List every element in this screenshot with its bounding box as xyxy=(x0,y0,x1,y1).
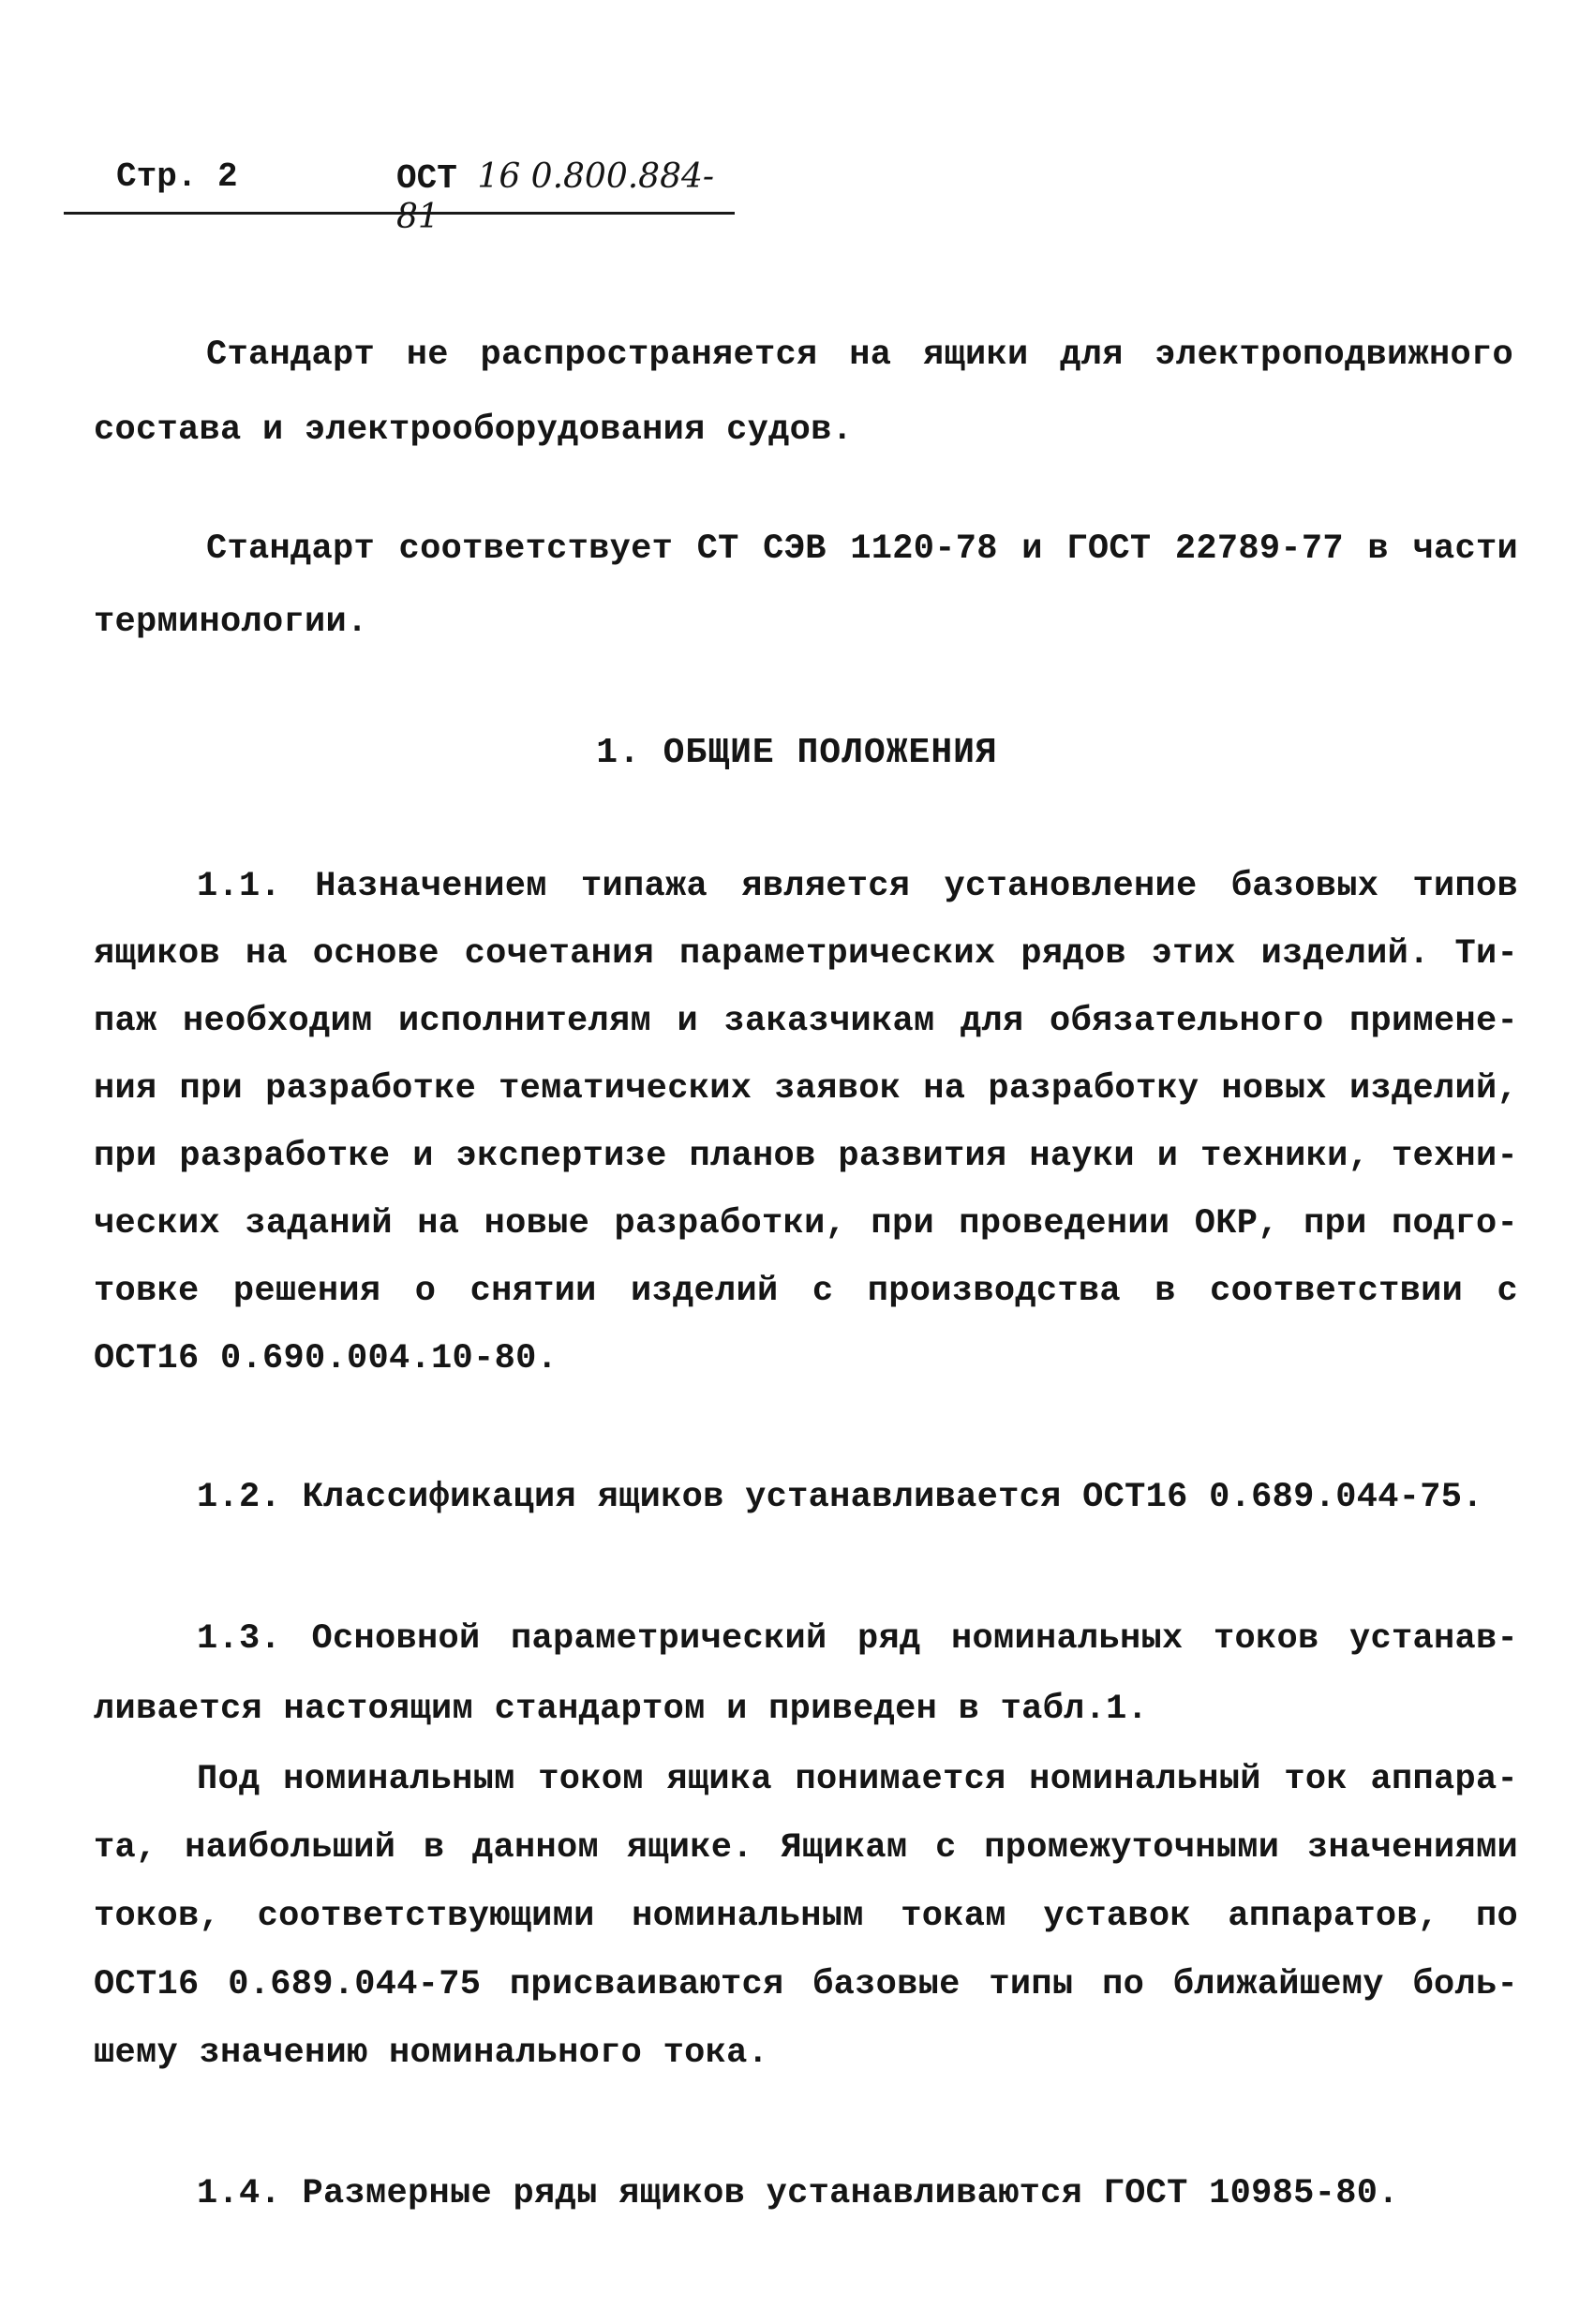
p1-4-line: 1.4. Размерные ряды ящиков устанавливаются ГОСТ 10985-80. xyxy=(197,2174,1399,2213)
p1-3-note-line: шему значению номинального тока. xyxy=(94,2034,769,2073)
p1-1-line: 1.1. Назначением типажа является установление базовых типов xyxy=(197,867,1518,906)
p1-1-line: паж необходим исполнителям и заказчикам для обязательного примене- xyxy=(94,1002,1518,1041)
p1-3-line: 1.3. Основной параметрический ряд номинальных токов устанав- xyxy=(197,1619,1518,1659)
page-number: Стр. 2 xyxy=(116,157,238,196)
p1-1-line: при разработке и экспертизе планов развития науки и техники, техни- xyxy=(94,1137,1518,1176)
intro-compliance-line-1: Стандарт соответствует СТ СЭВ 1120-78 и ГОСТ 22789-77 в части xyxy=(206,529,1518,569)
p1-1-line: ческих заданий на новые разработки, при проведении ОКР, при подго- xyxy=(94,1204,1518,1244)
document-code xyxy=(396,157,735,238)
p1-3-note-line: та, наибольший в данном ящике. Ящикам с промежуточными значениями xyxy=(94,1828,1518,1868)
p1-1-line: ния при разработке тематических заявок на разработку новых изделий, xyxy=(94,1069,1518,1109)
document-code-prefix: ОСТ xyxy=(396,159,457,198)
p1-1-line: товке решения о снятии изделий с производства в соответствии с xyxy=(94,1272,1518,1311)
section-heading: 1. ОБЩИЕ ПОЛОЖЕНИЯ xyxy=(596,733,998,773)
intro-compliance-line-2: терминологии. xyxy=(94,603,368,642)
p1-3-note-line: токов, соответствующими номинальным токам уставок аппаратов, по xyxy=(94,1897,1518,1936)
document-code-handwritten: 16 0.800.884-81 xyxy=(396,157,715,236)
p1-1-line: ОСТ16 0.690.004.10-80. xyxy=(94,1339,559,1378)
p1-3-note-line: ОСТ16 0.689.044-75 присваиваются базовые типы по ближайшему боль- xyxy=(94,1965,1518,2004)
p1-2-line: 1.2. Классификация ящиков устанавливается ОСТ16 0.689.044-75. xyxy=(197,1478,1483,1517)
intro-scope-line-2: состава и электрооборудования судов. xyxy=(94,410,854,450)
p1-3-note-line: Под номинальным током ящика понимается номинальный ток аппара- xyxy=(197,1760,1518,1799)
p1-1-line: ящиков на основе сочетания параметрических рядов этих изделий. Ти- xyxy=(94,934,1518,974)
page-header xyxy=(64,150,735,236)
intro-scope-line-1: Стандарт не распространяется на ящики для электроподвижного xyxy=(206,335,1513,375)
p1-3-line: ливается настоящим стандартом и приведен в табл.1. xyxy=(94,1690,1149,1729)
